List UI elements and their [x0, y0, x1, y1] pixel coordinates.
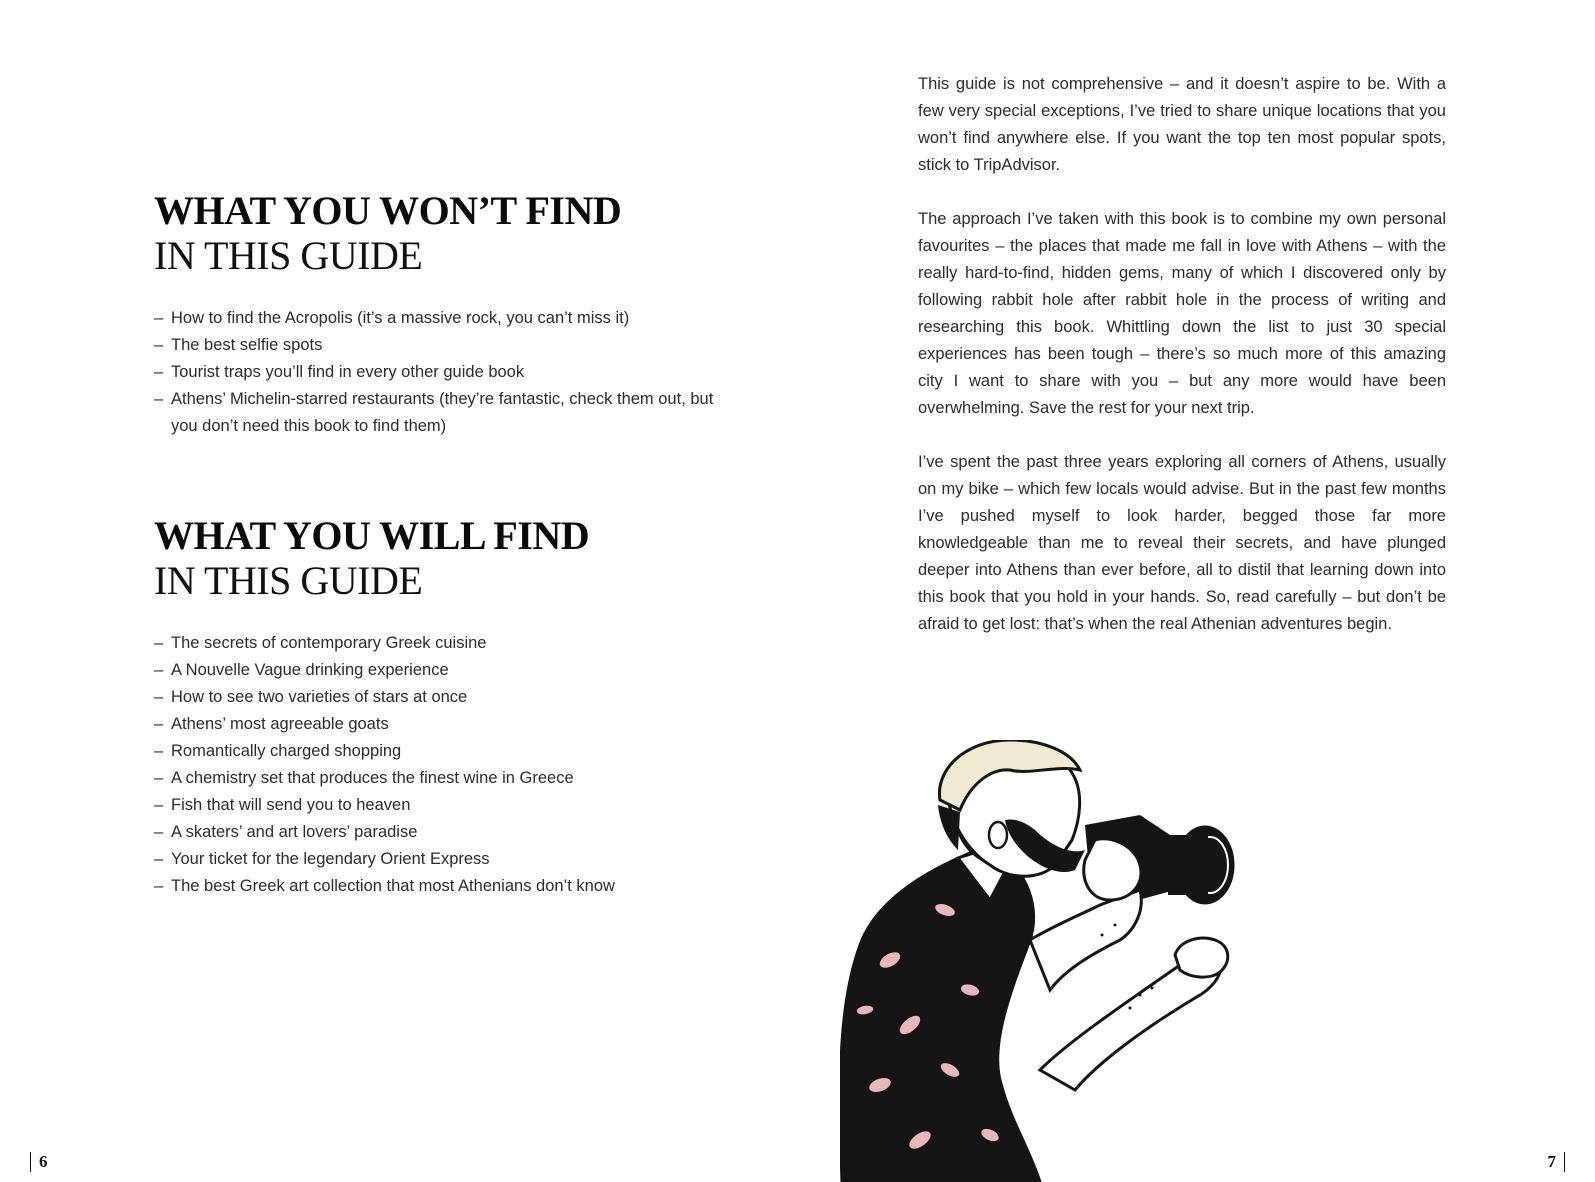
list-item: – Fish that will send you to heaven: [154, 792, 714, 819]
photographer-illustration: [840, 740, 1270, 1182]
intro-text-column: [918, 71, 1446, 665]
section-what-you-will-find: [154, 513, 714, 900]
list-item: – Romantically charged shopping: [154, 738, 714, 765]
list-item: – How to see two varieties of stars at once: [154, 684, 714, 711]
page-number-right: 7: [1548, 1152, 1566, 1172]
list-item: – How to find the Acropolis (it’s a massive rock, you can’t miss it): [154, 305, 714, 332]
list-item: – The best selfie spots: [154, 332, 714, 359]
intro-paragraph: This guide is not comprehensive – and it doesn’t aspire to be. With a few very special exceptions, I’ve tried to share unique locations that you won’t find anywhere else. If you want the top ten most popular spots, stick to TripAdvisor.: [918, 75, 1446, 174]
heading-wont-find-bold: WHAT YOU WON’T FIND: [154, 188, 622, 233]
heading-wont-find-light: IN THIS GUIDE: [154, 233, 423, 278]
heading-will-find-light: IN THIS GUIDE: [154, 558, 423, 603]
list-item: – Athens’ Michelin-starred restaurants (they’re fantastic, check them out, but you don’t need this book to find them): [154, 386, 714, 440]
list-item: – A Nouvelle Vague drinking experience: [154, 657, 714, 684]
heading-will-find: [154, 513, 714, 603]
heading-wont-find: [154, 188, 714, 278]
intro-paragraph: I’ve spent the past three years exploring all corners of Athens, usually on my bike – which few locals would advise. But in the past few months I’ve pushed myself to look harder, begged those far more knowledgeable than me to reveal their secrets, and have plunged deeper into Athens than ever before, all to distil that learning down into this book that you hold in your hands. So, read carefully – but don’t be afraid to get lost: that’s when the real Athenian adventures begin.: [918, 453, 1446, 633]
list-item: – A skaters’ and art lovers’ paradise: [154, 819, 714, 846]
list-item: – Tourist traps you’ll find in every other guide book: [154, 359, 714, 386]
wont-find-list: [154, 305, 714, 440]
list-item: – A chemistry set that produces the finest wine in Greece: [154, 765, 714, 792]
list-item: – The secrets of contemporary Greek cuisine: [154, 630, 714, 657]
list-item: – The best Greek art collection that most Athenians don’t know: [154, 873, 714, 900]
list-item: – Your ticket for the legendary Orient Express: [154, 846, 714, 873]
heading-will-find-bold: WHAT YOU WILL FIND: [154, 513, 590, 558]
section-what-you-wont-find: [154, 188, 714, 440]
page-number-left: 6: [30, 1152, 48, 1172]
list-item: – Athens’ most agreeable goats: [154, 711, 714, 738]
intro-paragraph: The approach I’ve taken with this book is to combine my own personal favourites – the places that made me fall in love with Athens – with the really hard-to-find, hidden gems, many of which I discovered only by following rabbit hole after rabbit hole in the process of writing and researching this book. Whittling down the list to just 30 special experiences has been tough – there’s so much more of this amazing city I want to share with you – but any more would have been overwhelming. Save the rest for your next trip.: [918, 210, 1446, 417]
will-find-list: [154, 630, 714, 900]
